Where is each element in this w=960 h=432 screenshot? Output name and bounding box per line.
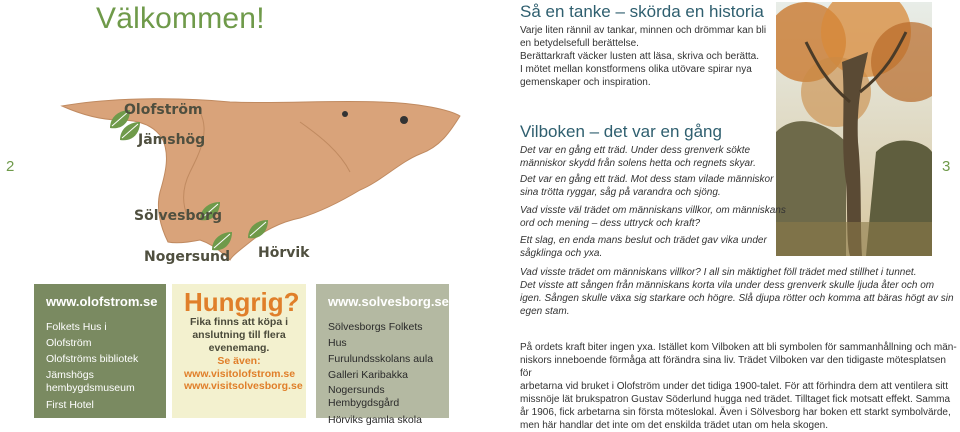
prose-line: missnöje lät brukspatron Gustav Söderlund hugga ned trädet. Tilltaget fick motsatt effekt. Samma <box>520 394 951 405</box>
page-number-left: 2 <box>6 158 15 175</box>
list-item: Furulundsskolans aula <box>328 353 434 365</box>
map-marker <box>400 116 408 124</box>
poem-line: Det visste att sången från människans korta vila under dess grenverk skulle ljuda åter och om <box>520 280 935 291</box>
text-line: Berättarkraft väcker lusten att läsa, skriva och berätta. <box>520 51 759 62</box>
poem-stanza <box>520 234 767 260</box>
poem-line: Vad visste väl trädet om människans villkor, om människans <box>520 205 786 216</box>
poem-line: egen stam. <box>520 306 570 317</box>
poem-line: Vad visste trädet om människans villkor? I all sin mäktighet föll trädet med stillhet i tunnet. <box>520 267 917 278</box>
hungry-line: anslutning till flera <box>192 329 286 341</box>
list-item: Hörviks gamla skola <box>328 414 422 426</box>
list-item: First Hotel <box>46 399 94 411</box>
list-item: Jämshögs hembygdsmuseum <box>46 369 135 394</box>
hungry-box <box>172 284 306 418</box>
list-item: Nogersunds Hembygdsgård <box>328 384 400 409</box>
poem-line: sina trötta ryggar, såg på varandra och sjöng. <box>520 187 721 198</box>
poem-stanza <box>520 204 786 230</box>
poem-line: ord och mening – dess uttryck och kraft? <box>520 218 701 229</box>
hungry-line: Fika finns att köpa i <box>189 316 289 328</box>
poem-line: Ett slag, en enda mans beslut och trädet gav vika under <box>520 235 767 246</box>
place-jamshog: Jämshög <box>138 132 206 148</box>
section-title-vilboken: Vilboken – det var en gång <box>520 122 722 141</box>
tree-photo <box>776 2 932 256</box>
prose-line: år 1906, fick arbetarna sin första möteslokal. Även i Sölvesborg har boken ett starkt symbolvärde, <box>520 407 951 418</box>
visitolofstrom-link[interactable]: www.visitolofstrom.se <box>184 367 296 380</box>
section-body-tanke <box>520 24 766 89</box>
page-number-right: 3 <box>942 158 951 175</box>
prose-line: arbetarna vid bruket i Olofström under det tidiga 1900-talet. För att förhindra dem att ventilera sitt <box>520 381 948 392</box>
hungry-line: evenemang. <box>208 342 270 354</box>
poem-line: sågklinga och yxa. <box>520 248 603 259</box>
text-line: en betydelsefull berättelse. <box>520 38 639 49</box>
place-nogersund: Nogersund <box>144 249 231 265</box>
poem-line: människor skydd från solens hetta och regnets skyar. <box>520 158 756 169</box>
poem-line: Det var en gång ett träd. Under dess grenverk sökte <box>520 145 751 156</box>
text-line: I mötet mellan konstformens olika utövare spirar nya <box>520 64 752 75</box>
place-solvesborg: Sölvesborg <box>134 208 223 224</box>
prose-line: På ordets kraft biter ingen yxa. Istället kom Vilboken att bli symbolen för sammanhållning och män- <box>520 342 957 353</box>
list-item: Sölvesborgs Folkets Hus <box>328 321 423 349</box>
poem-line: igen. Sången skulle växa sig starkare och högre. Slå djupa rötter och komma att bäras högt av sin <box>520 293 954 304</box>
poem-line: Det var en gång ett träd. Mot dess stam vilade människor <box>520 174 774 185</box>
list-item: Olofströms bibliotek <box>46 353 139 365</box>
map-marker <box>342 111 348 117</box>
welcome-heading: Välkommen! <box>96 2 265 35</box>
prose-line: niskors inneboende förmåga att förändra sina liv. Trädet Vilboken var den tidigaste mötesplatsen för <box>520 355 946 379</box>
text-line: gemenskaper och inspiration. <box>520 77 651 88</box>
hungry-heading: Hungrig? <box>184 287 300 317</box>
olofstrom-link[interactable]: www.olofstrom.se <box>46 294 158 309</box>
solvesborg-box <box>316 284 449 426</box>
visitsolvesborg-link[interactable]: www.visitsolvesborg.se <box>184 380 303 392</box>
solvesborg-link[interactable]: www.solvesborg.se <box>328 294 449 309</box>
see-also-label: Se även: <box>217 355 261 367</box>
text-line: Varje liten rännil av tankar, minnen och drömmar kan bli <box>520 25 767 36</box>
prose-line: men här handlar det inte om det enskilda trädet utan om hela skogen. <box>520 420 828 431</box>
prose-paragraph <box>520 341 960 432</box>
olofstrom-box <box>34 284 166 418</box>
poem-stanza <box>520 266 954 318</box>
section-title-tanke: Så en tanke – skörda en historia <box>520 2 764 21</box>
region-map <box>0 92 470 282</box>
place-horvik: Hörvik <box>258 245 310 261</box>
place-olofstrom: Olofström <box>124 102 203 118</box>
list-item: Folkets Hus i Olofström <box>46 321 107 349</box>
poem-stanza <box>520 173 773 199</box>
list-item: Galleri Karibakka <box>328 369 408 381</box>
poem-stanza <box>520 144 756 170</box>
